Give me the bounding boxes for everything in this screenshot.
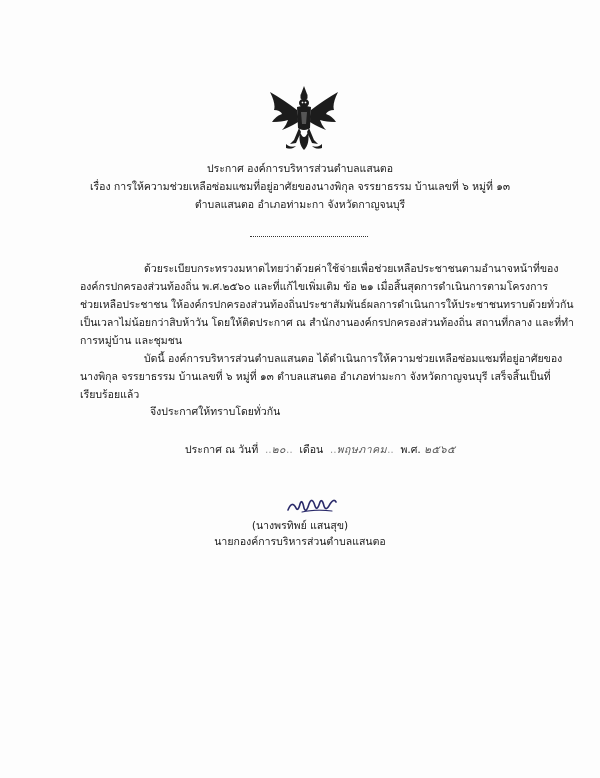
signatory-name: (นางพรทิพย์ แสนสุข) <box>251 520 349 532</box>
paragraph-line: บัดนี้ องค์การบริหารส่วนตำบลแสนตอ ได้ดำเนินการให้ความช่วยเหลือซ่อมแซมที่อยู่อาศัยของ <box>144 353 563 365</box>
paragraph-line: ช่วยเหลือประชาชน ให้องค์กรปกครองส่วนท้องถิ่นประชาสัมพันธ์ผลการดำเนินการให้ประชาชนทราบด้วยทั่วกัน <box>80 299 574 311</box>
dateline-prefix: ประกาศ ณ วันที่ <box>185 444 259 456</box>
signatory-position: นายกองค์การบริหารส่วนตำบลแสนตอ <box>214 536 386 548</box>
paragraph-line: เป็นเวลาไม่น้อยกว่าสิบห้าวัน โดยให้ติดประกาศ ณ สำนักงานองค์กรปกครองส่วนท้องถิ่น สถานที่กลาง และที่ทำ <box>80 317 574 329</box>
body-paragraph-2 <box>80 350 563 404</box>
dateline-month: พฤษภาคม <box>336 444 388 456</box>
dateline-day: ๒๐ <box>271 444 286 456</box>
body-paragraph-1 <box>80 260 574 350</box>
announcement-subject: เรื่อง การให้ความช่วยเหลือซ่อมแซมที่อยู่อาศัยของนางพิกุล จรรยาธรรม บ้านเลขที่ ๖ หมู่ที่ ๑๓ <box>89 181 511 193</box>
dateline-month-label: เดือน <box>299 444 324 456</box>
garuda-emblem-icon <box>264 84 344 154</box>
handwritten-signature-icon <box>282 492 342 518</box>
paragraph-line: องค์กรปกครองส่วนท้องถิ่น พ.ศ.๒๕๖๐ และที่แก้ไขเพิ่มเติม ข้อ ๒๑ เมื่อสิ้นสุดการดำเนินการตามโครงการ <box>80 281 549 293</box>
paragraph-line: การหมู่บ้าน และชุมชน <box>80 335 183 347</box>
announcement-dateline: ประกาศ ณ วันที่ ..๒๐.. เดือน ..พฤษภาคม.. พ.ศ. ๒๕๖๕ <box>185 444 456 456</box>
separator-line <box>250 236 368 237</box>
announcement-subject-continued: ตำบลแสนตอ อำเภอท่ามะกา จังหวัดกาญจนบุรี <box>194 199 406 211</box>
paragraph-line: นางพิกุล จรรยาธรรม บ้านเลขที่ ๖ หมู่ที่ ๑๓ ตำบลแสนตอ อำเภอท่ามะกา จังหวัดกาญจนบุรี เสร็จสิ้นเป็นที่ <box>80 371 551 383</box>
dateline-year: ๒๕๖๕ <box>424 444 456 456</box>
paragraph-line: ด้วยระเบียบกระทรวงมหาดไทยว่าด้วยค่าใช้จ่ายเพื่อช่วยเหลือประชาชนตามอำนาจหน้าที่ของ <box>144 263 559 275</box>
announcement-heading: ประกาศ องค์การบริหารส่วนตำบลแสนตอ <box>206 163 394 175</box>
paragraph-line: เรียบร้อยแล้ว <box>80 389 140 401</box>
body-paragraph-3: จึงประกาศให้ทราบโดยทั่วกัน <box>150 406 281 418</box>
dateline-year-label: พ.ศ. <box>400 444 421 456</box>
